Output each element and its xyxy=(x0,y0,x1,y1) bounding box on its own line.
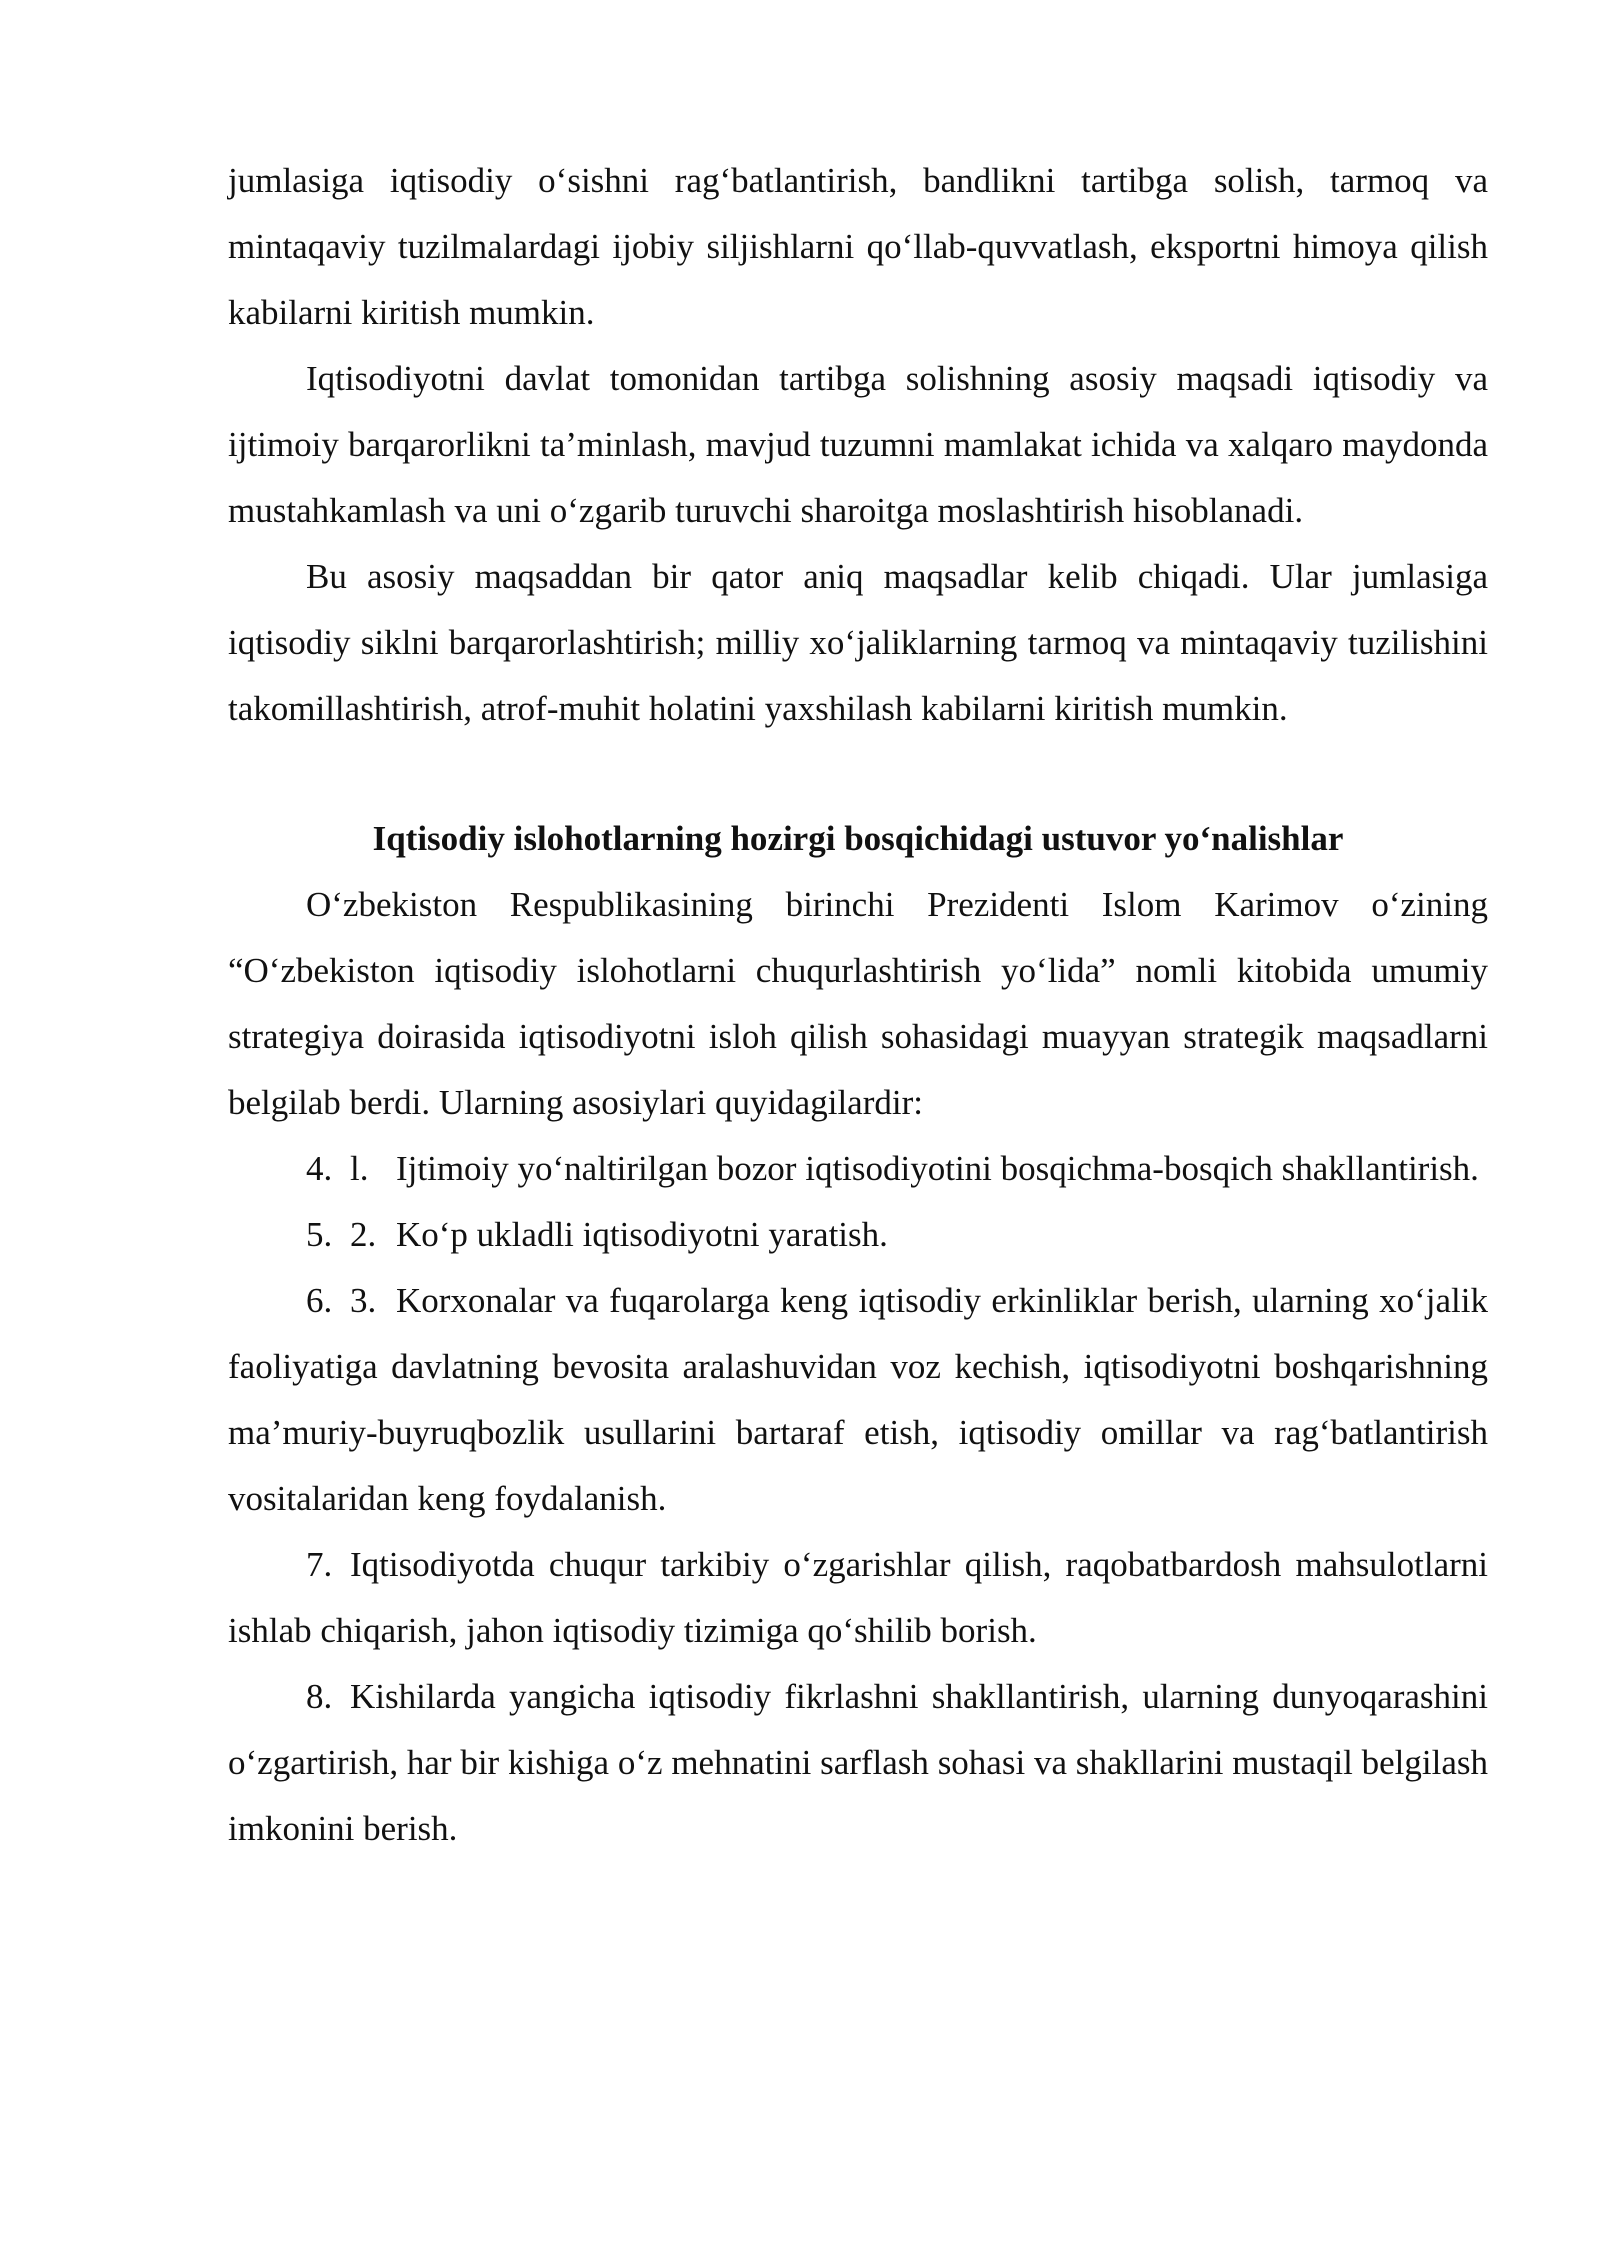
list-item-subnumber: 2. xyxy=(350,1215,377,1254)
list-item xyxy=(228,1664,1488,1862)
list-item-number: 8. xyxy=(306,1677,333,1716)
paragraph-specific-goals: Bu asosiy maqsaddan bir qator aniq maqsadlar kelib chiqadi. Ular jumlasiga iqtisodiy siklni barqarorlashtirish; milliy xo‘jaliklarning tarmoq va mintaqaviy tuzilishini takomillashtirish, atrof-muhit holatini yaxshilash kabilarni kiritish mumkin. xyxy=(228,557,1488,728)
list-item-number: 4. xyxy=(306,1149,333,1188)
list-item-subnumber: l. xyxy=(350,1149,369,1188)
paragraph-continuation: jumlasiga iqtisodiy o‘sishni rag‘batlantirish, bandlikni tartibga solish, tarmoq va mintaqaviy tuzilmalardagi ijobiy siljishlarni qo‘llab-quvvatlash, eksportni himoya qilish kabilarni kiritish mumkin. xyxy=(228,161,1488,332)
list-item-subnumber: 3. xyxy=(350,1281,377,1320)
list-item xyxy=(228,1532,1488,1664)
section-heading: Iqtisodiy islohotlarning hozirgi bosqichidagi ustuvor yo‘nalishlar xyxy=(372,819,1344,858)
list-item-text: Ko‘p ukladli iqtisodiyotni yaratish. xyxy=(396,1215,888,1254)
list-item-number: 6. xyxy=(306,1281,333,1320)
list-item xyxy=(228,1268,1488,1532)
document-page xyxy=(228,148,1488,1862)
list-item-text: Ijtimoiy yo‘naltirilgan bozor iqtisodiyotini bosqichma-bosqich shakllantirish. xyxy=(396,1149,1479,1188)
list-item xyxy=(228,1202,1488,1268)
list-item-number: 5. xyxy=(306,1215,333,1254)
list-item xyxy=(228,1136,1488,1202)
paragraph-intro: O‘zbekiston Respublikasining birinchi Prezidenti Islom Karimov o‘zining “O‘zbekiston iqtisodiy islohotlarni chuqurlashtirish yo‘lida” nomli kitobida umumiy strategiya doirasida iqtisodiyotni isloh qilish sohasidagi muayyan strategik maqsadlarni belgilab berdi. Ularning asosiylari quyidagilardir: xyxy=(228,885,1488,1122)
paragraph-state-regulation-goal: Iqtisodiyotni davlat tomonidan tartibga solishning asosiy maqsadi iqtisodiy va ijtimoiy barqarorlikni ta’minlash, mavjud tuzumni mamlakat ichida va xalqaro maydonda mustahkamlash va uni o‘zgarib turuvchi sharoitga moslashtirish hisoblanadi. xyxy=(228,359,1488,530)
list-item-number: 7. xyxy=(306,1545,333,1584)
list-item-text: Iqtisodiyotda chuqur tarkibiy o‘zgarishlar qilish, raqobatbardosh mahsulotlarni ishlab chiqarish, jahon iqtisodiy tizimiga qo‘shilib borish. xyxy=(228,1545,1488,1650)
list-item-text: Korxonalar va fuqarolarga keng iqtisodiy erkinliklar berish, ularning xo‘jalik faoliyatiga davlatning bevosita aralashuvidan voz kechish, iqtisodiyotni boshqarishning ma’muriy-buyruqbozlik usullarini bartaraf etish, iqtisodiy omillar va rag‘batlantirish vositalaridan keng foydalanish. xyxy=(228,1281,1488,1518)
list-item-text: Kishilarda yangicha iqtisodiy fikrlashni shakllantirish, ularning dunyoqarashini o‘zgartirish, har bir kishiga o‘z mehnatini sarflash sohasi va shakllarini mustaqil belgilash imkonini berish. xyxy=(228,1677,1488,1848)
